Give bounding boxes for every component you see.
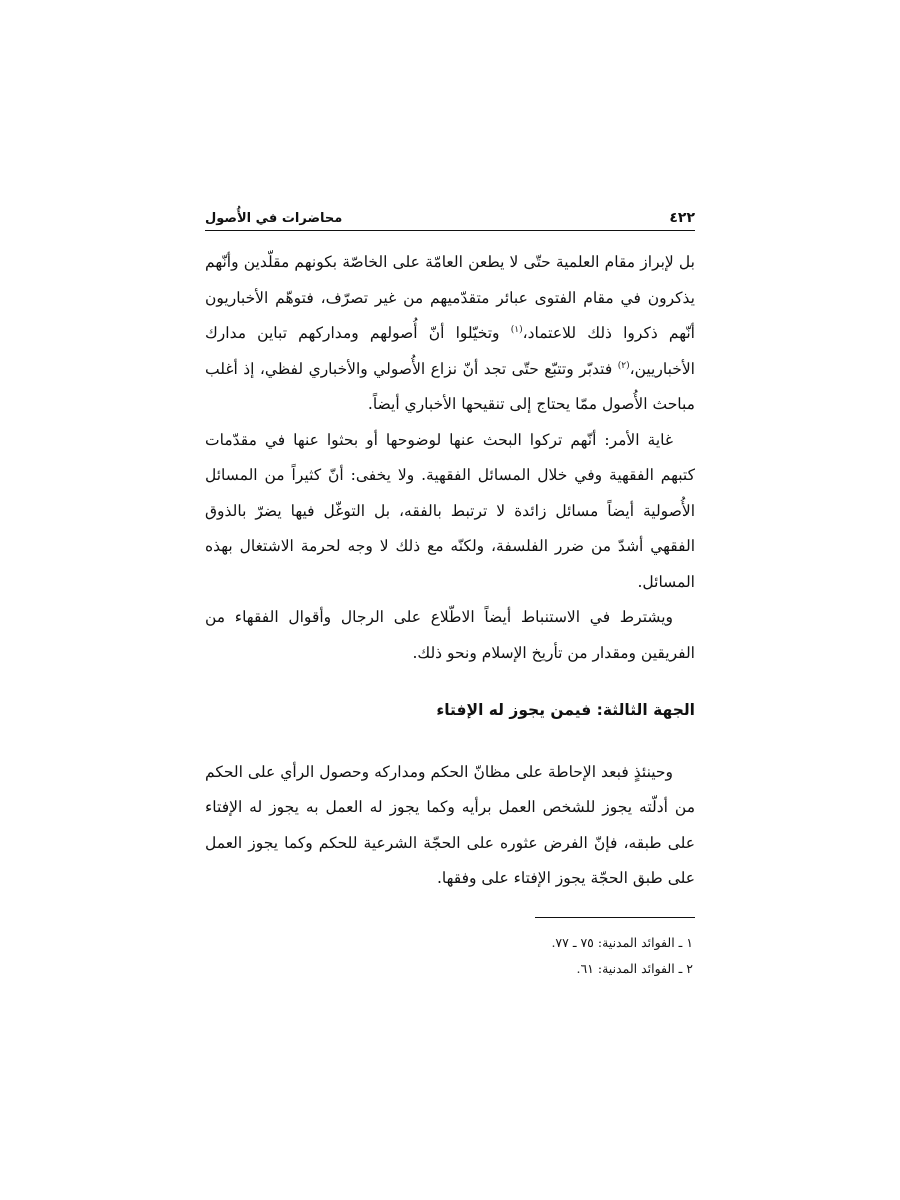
paragraph-1-part-1: بل لإبراز مقام العلمية حتّى لا يطعن العامّة على الخاصّة بكونهم مقلّدين وأنّهم يذكرون في مقام الفتوى عبائر متقدّميهم من غير تصرّف، فتوهّم الأخباريون أنّهم ذكروا ذلك للاعتماد،: [205, 253, 695, 342]
footnote-1: ١ ـ الفوائد المدنية: ٧٥ ـ ٧٧.: [551, 934, 693, 950]
footnote-separator: [535, 917, 695, 918]
book-page: [205, 200, 695, 982]
section-heading: الجهة الثالثة: فيمن يجوز له الإفتاء: [436, 701, 695, 719]
paragraph-2: غاية الأمر: أنّهم تركوا البحث عنها لوضوحها أو بحثوا عنها في مقدّمات كتبهم الفقهية وفي خلال المسائل الفقهية. ولا يخفى: أنّ كثيراً من المسائل الأُصولية أيضاً مسائل زائدة لا ترتبط بالفقه، بل التوغّل فيها يضرّ بالذوق الفقهي أشدّ من ضرر الفلسفة، ولكنّه مع ذلك لا وجه لحرمة الاشتغال بهذه المسائل.: [205, 430, 695, 591]
paragraph-1-part-2: وتخيّلوا أنّ أُصولهم ومداركهم تباين مدارك الأخباريين،: [205, 324, 695, 378]
running-header: [205, 200, 695, 231]
section-paragraph: وحينئذٍ فبعد الإحاطة على مظانّ الحكم ومداركه وحصول الرأي على الحكم من أدلّته يجوز للشخص العمل برأيه وكما يجوز له العمل به يجوز له الإفتاء على طبقه، فإنّ الفرض عثوره على الحجّة الشرعية للحكم وكما يجوز العمل على طبق الحجّة يجوز الإفتاء على وفقها.: [205, 762, 695, 887]
footnote-ref-1: (١): [510, 324, 523, 335]
paragraph-1-part-3: فتدبّر وتتبّع حتّى تجد أنّ نزاع الأُصولي والأخباري لفظي، إذ أغلب مباحث الأُصول ممّا يحتاج إلى تنقيحها الأخباري أيضاً.: [205, 359, 695, 413]
page-number: ٤٢٢: [669, 210, 695, 226]
footnotes: [205, 930, 695, 982]
paragraph-3: ويشترط في الاستنباط أيضاً الاطّلاع على الرجال وأقوال الفقهاء من الفريقين ومقدار من تأريخ الإسلام ونحو ذلك.: [205, 608, 695, 662]
main-text: [205, 245, 695, 897]
footnote-2: ٢ ـ الفوائد المدنية: ٦١.: [576, 960, 693, 976]
paragraph-1: [205, 245, 695, 423]
running-title: محاضرات في الأُصول: [205, 211, 343, 226]
footnote-ref-2: (٢): [617, 360, 630, 371]
